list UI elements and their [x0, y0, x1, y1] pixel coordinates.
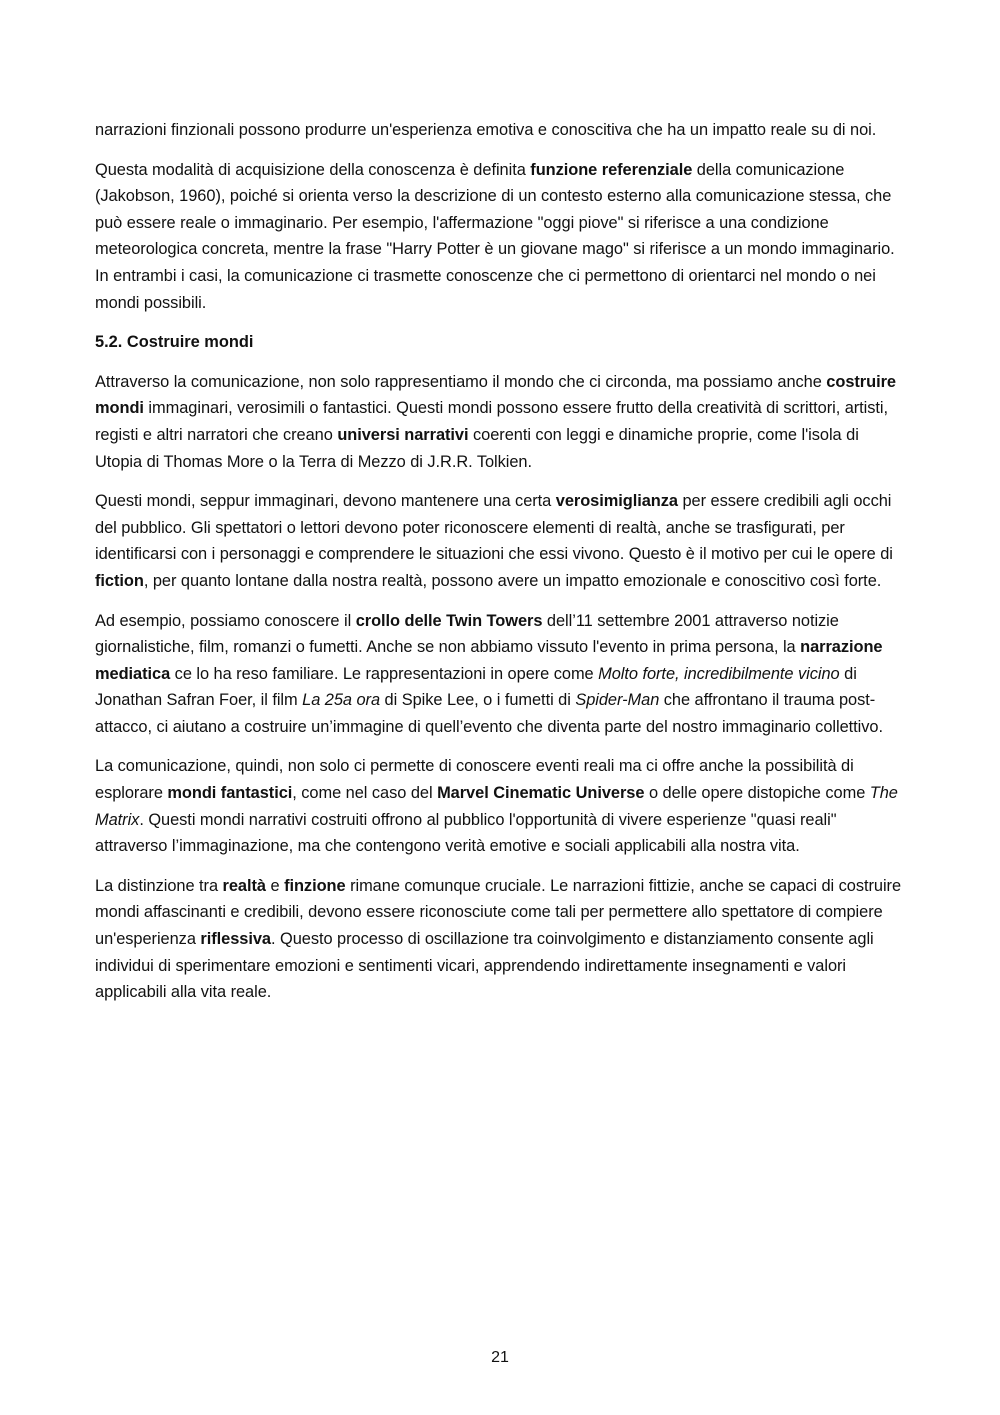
text-segment: Attraverso la comunicazione, non solo rappresentiamo il mondo che ci circonda, ma possiamo anche — [95, 372, 827, 391]
text-segment: , per quanto lontane dalla nostra realtà, possono avere un impatto emozionale e conoscitivo così forte. — [143, 571, 882, 590]
bold-term: funzione referenziale — [530, 160, 693, 179]
bold-term: narrazione mediatica — [95, 638, 883, 683]
text-segment: rimane comunque cruciale. Le narrazioni fittizie, anche se capaci di costruire mondi affascinanti e credibili, devono essere riconosciute come tali per permettere allo spettatore di compiere un'esperienza — [95, 876, 902, 949]
text-segment: dell’11 settembre 2001 attraverso notizie giornalistiche, film, romanzi o fumetti. Anche se non abbiamo vissuto l'evento in prima persona, la — [95, 611, 839, 657]
bold-term: riflessiva — [200, 930, 271, 949]
bold-term: universi narrativi — [337, 425, 469, 444]
text-segment: immaginari, verosimili o fantastici. Questi mondi possono essere frutto della creatività di scrittori, artisti, registi e altri narratori che creano — [95, 399, 889, 444]
text-segment: di Spike Lee, o i fumetti di — [380, 691, 576, 710]
text-segment: Questa modalità di acquisizione della conoscenza è definita — [95, 160, 531, 179]
text-segment: e — [265, 876, 285, 895]
text-segment: Questi mondi, seppur immaginari, devono mantenere una certa — [95, 492, 556, 511]
text-segment: narrazioni finzionali possono produrre un'esperienza emotiva e conoscitiva che ha un impatto reale su di noi. — [95, 121, 877, 139]
italic-title: Spider-Man — [575, 691, 660, 710]
text-segment: per essere credibili agli occhi del pubblico. Gli spettatori o lettori devono poter riconoscere elementi di realtà, anche se trasfigurati, per identificarsi con i personaggi e comprendere le situazioni che essi vivono. Questo è il motivo per cui le opere di — [95, 492, 893, 564]
text-segment: che affrontano il trauma post-attacco, ci aiutano a costruire un’immagine di quell’evento che diventa parte del nostro immaginario collettivo. — [95, 691, 883, 736]
text-segment: La comunicazione, quindi, non solo ci permette di conoscere eventi reali ma ci offre anche la possibilità di esplorare — [95, 757, 854, 803]
bold-term: verosimiglianza — [555, 492, 678, 511]
text-segment: , come nel caso del — [292, 784, 438, 803]
paragraph — [95, 369, 907, 475]
text-segment: coerenti con leggi e dinamiche proprie, come l'isola di Utopia di Thomas More o la Terra di Mezzo di J.R.R. Tolkien. — [95, 425, 859, 471]
text-segment: ce lo ha reso familiare. Le rappresentazioni in opere come — [170, 664, 599, 683]
bold-term: fiction — [95, 571, 144, 590]
bold-term: crollo delle Twin Towers — [355, 611, 543, 630]
paragraph — [95, 753, 907, 859]
paragraph — [95, 157, 907, 317]
text-segment: . Questo processo di oscillazione tra coinvolgimento e distanziamento consente agli individui di sperimentare emozioni e sentimenti vicari, apprendendo indirettamente insegnamenti e valori applicabili alla vita reale. — [95, 930, 874, 1002]
text-segment: o delle opere distopiche come — [644, 784, 870, 803]
text-segment: La distinzione tra — [95, 876, 223, 895]
italic-title: Molto forte, incredibilmente vicino — [598, 664, 840, 683]
italic-title: The Matrix — [95, 784, 898, 829]
bold-term: Marvel Cinematic Universe — [437, 784, 645, 803]
paragraph — [95, 608, 907, 741]
paragraph — [95, 488, 907, 594]
bold-term: mondi fantastici — [167, 784, 293, 803]
bold-term: realtà — [222, 876, 266, 895]
paragraph — [95, 117, 907, 144]
page-number: 21 — [491, 1349, 509, 1366]
section-heading: 5.2. Costruire mondi — [95, 333, 254, 352]
paragraph — [95, 873, 907, 1006]
intro-paragraphs — [95, 117, 907, 316]
bold-term: costruire mondi — [95, 372, 896, 418]
italic-title: La 25a ora — [302, 691, 381, 710]
text-segment: della comunicazione (Jakobson, 1960), poiché si orienta verso la descrizione di un contesto esterno alla comunicazione stessa, che può essere reale o immaginario. Per esempio, l'affermazione "oggi piove" si riferisce a una condizione meteorologica concreta, mentre la frase "Harry Potter è un giovane mago" si riferisce a un mondo immaginario. In entrambi i casi, la comunicazione ci trasmette conoscenze che ci permettono di orientarci nel mondo o nei mondi possibili. — [95, 160, 895, 312]
page-body — [95, 117, 907, 1019]
bold-term: finzione — [284, 876, 346, 895]
text-segment: di Jonathan Safran Foer, il film — [95, 664, 857, 710]
text-segment: Ad esempio, possiamo conoscere il — [95, 611, 356, 630]
text-segment: . Questi mondi narrativi costruiti offrono al pubblico l'opportunità di vivere esperienze "quasi reali" attraverso l’immaginazione, ma che contengono verità emotive e sociali applicabili alla nostra vita. — [95, 810, 837, 856]
section-paragraphs — [95, 369, 907, 1006]
